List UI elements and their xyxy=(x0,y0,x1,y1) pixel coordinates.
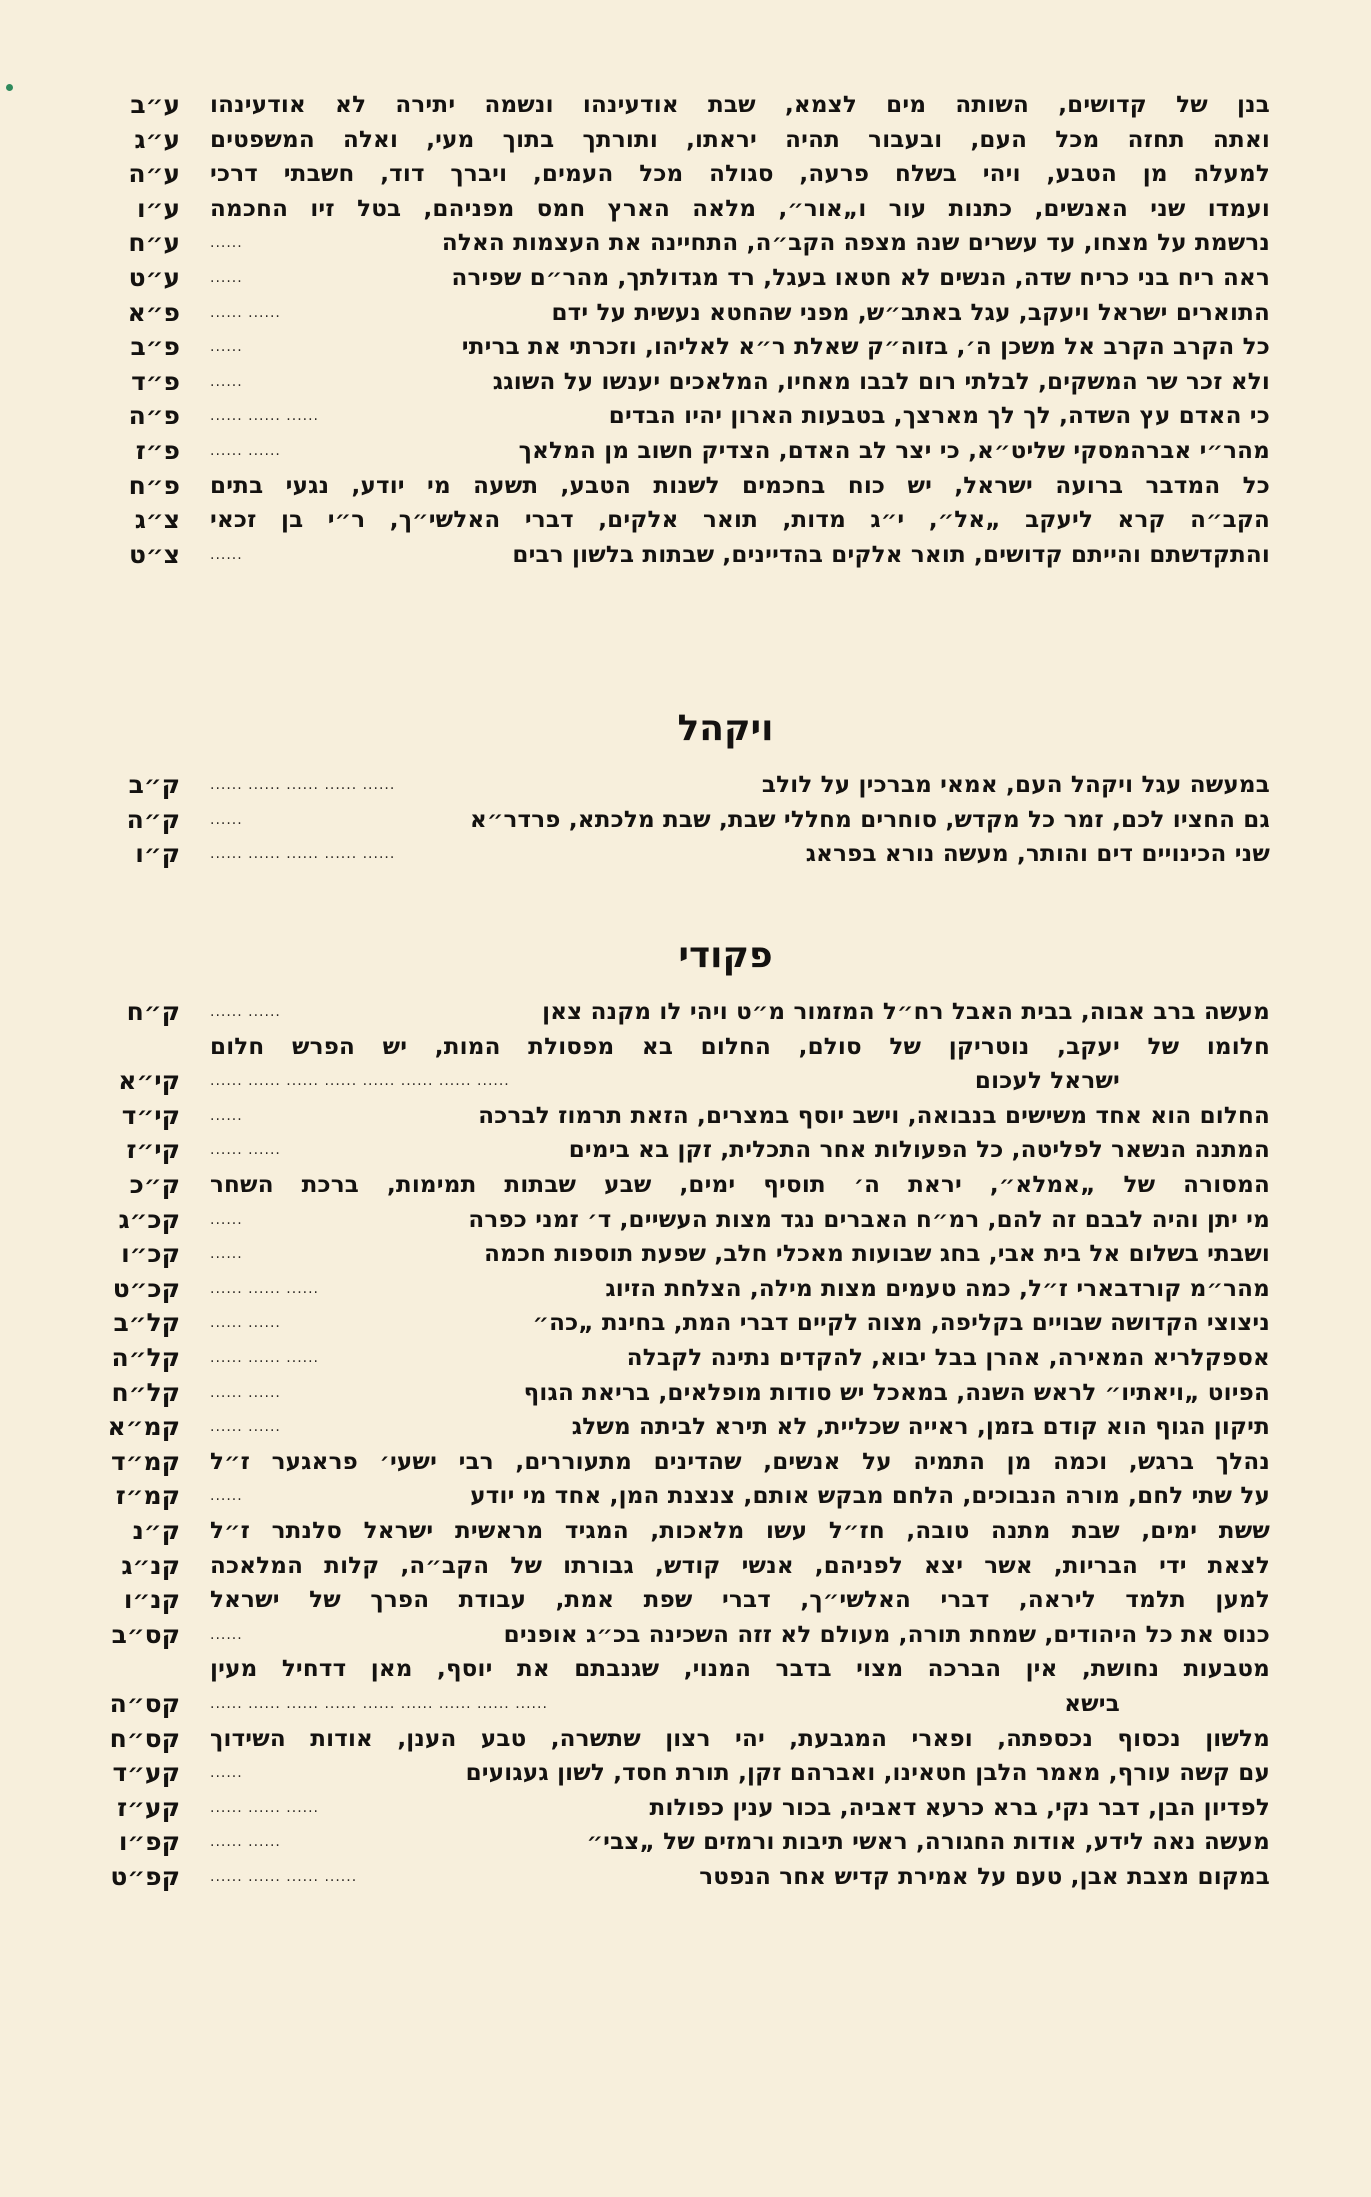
entry-text: התוארים ישראל ויעקב, עגל באתב״ש, מפני שהחטא נעשית על ידם xyxy=(551,299,1270,326)
entry-text: מעשה ברב אבוה, בבית האבל רח״ל המזמור מ״ט ויהי לו מקנה צאן xyxy=(542,999,1270,1025)
dot-leader: ...... ...... xyxy=(210,1834,281,1851)
entry-text: שני הכינויים דים והותר, מעשה נורא בפראג xyxy=(805,841,1270,868)
entry-text: והתקדשתם והייתם קדושים, תואר אלקים בהדיינים, שבתות בלשון רבים xyxy=(512,541,1270,568)
dot-leader: ...... xyxy=(210,1488,243,1505)
dot-leader: ...... ...... ...... ...... ...... ...... ...... ...... xyxy=(210,1073,510,1090)
dot-leader: ...... ...... ...... ...... ...... xyxy=(210,846,396,863)
page-number: ע״ב xyxy=(130,90,180,119)
entry-text: מלשון נכסוף נכספתה, ופארי המגבעת, יהי רצון שתשרה, טבע הענן, אודות השידוך xyxy=(210,1725,1270,1752)
toc-entry[interactable] xyxy=(70,226,1270,260)
toc-entry[interactable] xyxy=(70,1030,1270,1064)
toc-entry[interactable] xyxy=(70,1064,1270,1098)
toc-entry[interactable] xyxy=(70,1376,1270,1410)
page-number: קפ״ו xyxy=(118,1827,180,1857)
entry-text: לצאת ידי הבריות, אשר יצא לפניהם, אנשי קודש, גבורתו של הקב״ה, קלות המלאכה xyxy=(210,1552,1270,1579)
page-number: פ״ה xyxy=(128,401,180,431)
dot-leader: ...... xyxy=(210,373,243,390)
section-heading: פקודי xyxy=(678,935,773,976)
entry-text: ועמדו שני האנשים, כתנות עור ו„אור״, מלאה הארץ חמס מפניהם, בטל זיו החכמה xyxy=(210,195,1270,222)
entry-text: ששת ימים, שבת מתנה טובה, חז״ל עשו מלאכות, המגיד מראשית ישראל סלנתר ז״ל xyxy=(210,1518,1270,1544)
page-number: קכ״ג xyxy=(118,1204,180,1234)
toc-entry[interactable] xyxy=(70,365,1270,399)
entry-text: נרשמת על מצחו, עד עשרים שנה מצפה הקב״ה, התחיינה את העצמות האלה xyxy=(441,230,1270,257)
toc-entry[interactable] xyxy=(70,1860,1270,1894)
entry-text: ושבתי בשלום אל בית אבי, בחג שבועות מאכלי חלב, שפעת תוספות חכמה xyxy=(484,1241,1270,1268)
page-number: קל״ח xyxy=(111,1377,180,1407)
toc-entry[interactable] xyxy=(70,1203,1270,1237)
entry-text: למעלה מן הטבע, ויהי בשלח פרעה, סגולה מכל העמים, ויברך דוד, חשבתי דרכי xyxy=(210,161,1270,188)
dot-leader: ...... xyxy=(210,235,243,252)
entry-text: עם קשה עורף, מאמר הלבן חטאינו, ואברהם זקן, תורת חסד, לשון געגועים xyxy=(465,1760,1270,1787)
section-heading: ויקהל xyxy=(677,708,774,749)
dot-leader: ...... ...... xyxy=(210,443,281,459)
entry-text: מעשה נאה לידע, אודות החגורה, ראשי תיבות ורמזים של „צבי״ xyxy=(586,1829,1270,1856)
entry-text: גם החציו לכם, זמר כל מקדש, סוחרים מחללי שבת, שבת מלכתא, פרדר״א xyxy=(470,806,1270,833)
entry-text: כל המדבר ברועה ישראל, יש כוח בחכמים לשנות הטבע, תשעה מי יודע, נגעי בתים xyxy=(210,472,1270,499)
page-number: קנ״ג xyxy=(121,1550,180,1580)
toc-entry[interactable] xyxy=(70,192,1270,226)
page-number: קי״ז xyxy=(126,1135,180,1165)
dot-leader: ...... xyxy=(210,1765,243,1782)
toc-entry[interactable] xyxy=(70,1445,1270,1479)
entry-text: נהלך ברגש, וכמה מן התמיה על אנשים, שהדינים מתעוררים, רבי ישעי׳ פראגער ז״ל xyxy=(210,1448,1270,1475)
toc-entry[interactable] xyxy=(70,399,1270,433)
toc-entry[interactable] xyxy=(70,1168,1270,1202)
entry-text: מהר״מ קורדבארי ז״ל, כמה טעמים מצות מילה, הצלחת הזיוג xyxy=(605,1275,1270,1302)
dot-leader: ...... ...... ...... ...... xyxy=(210,1869,358,1885)
page-number: ק״ח xyxy=(126,997,180,1026)
entry-text: למען תלמד ליראה, דברי האלשי״ך, דברי שפת אמת, עבודת הפרך של ישראל xyxy=(210,1587,1270,1614)
page-number: קמ״א xyxy=(107,1412,180,1442)
page-number: ק״נ xyxy=(132,1516,180,1545)
page-number: קס״ב xyxy=(111,1619,180,1649)
entry-text: ראה ריח בני כריח שדה, הנשים לא חטאו בעגל, רד מגדולתך, מהר״ם שפירה xyxy=(451,265,1270,291)
page-number: פ״א xyxy=(127,297,180,327)
dot-leader: ...... ...... xyxy=(210,1004,281,1020)
toc-entry[interactable] xyxy=(70,1756,1270,1790)
entry-text: תיקון הגוף הוא קודם בזמן, ראייה שכליית, לא תירא לביתה משלג xyxy=(571,1414,1270,1441)
toc-entry[interactable] xyxy=(70,803,1270,837)
toc-entry[interactable] xyxy=(70,1479,1270,1513)
dot-leader: ...... ...... ...... ...... ...... ...... ...... ...... ...... xyxy=(210,1696,548,1712)
page-number: פ״ז xyxy=(135,436,180,465)
toc-entry[interactable] xyxy=(70,538,1270,572)
entry-text: ישראל לעכום xyxy=(974,1068,1120,1095)
toc-entry[interactable] xyxy=(70,434,1270,468)
toc-entry[interactable] xyxy=(70,1306,1270,1340)
toc-entry[interactable] xyxy=(70,1791,1270,1825)
toc-entry[interactable] xyxy=(70,1618,1270,1652)
entry-text: במקום מצבת אבן, טעם על אמירת קדיש אחר הנפטר xyxy=(699,1864,1270,1890)
entry-text: החלום הוא אחד משישים בנבואה, וישב יוסף במצרים, הזאת תרמוז לברכה xyxy=(478,1102,1270,1129)
dot-leader: ...... xyxy=(210,270,243,286)
dot-leader: ...... ...... ...... xyxy=(210,1799,320,1816)
entry-text: במעשה עגל ויקהל העם, אמאי מברכין על לולב xyxy=(761,772,1270,798)
page-number: פ״ד xyxy=(131,366,180,396)
entry-text: הפיוט „ויאתיו״ לראש השנה, במאכל יש סודות מופלאים, בריאת הגוף xyxy=(523,1379,1270,1406)
page-number: קע״ד xyxy=(112,1758,180,1788)
dot-leader: ...... xyxy=(210,811,243,828)
toc-entry[interactable] xyxy=(70,1687,1270,1721)
dot-leader: ...... ...... xyxy=(210,1315,281,1332)
entry-text: כל הקרב הקרב אל משכן ה׳, בזוה״ק שאלת ר״א לאליהו, וזכרתי את בריתי xyxy=(461,334,1270,361)
toc-entry[interactable] xyxy=(70,1341,1270,1375)
entry-text: המסורה של „אמלא״, יראת ה׳ תוסיף ימים, שבע שבתות תמימות, ברכת השחר xyxy=(210,1172,1270,1198)
entry-text: לפדיון הבן, דבר נקי, ברא כרעא דאביה, בכור ענין כפולות xyxy=(649,1794,1270,1821)
toc-entry[interactable] xyxy=(70,469,1270,503)
dot-leader: ...... ...... xyxy=(210,1142,281,1159)
toc-entry[interactable] xyxy=(70,1514,1270,1548)
toc-entry[interactable] xyxy=(70,1410,1270,1444)
toc-entry[interactable] xyxy=(70,1583,1270,1617)
toc-entry[interactable] xyxy=(70,157,1270,191)
page-number: קי״ד xyxy=(121,1100,180,1130)
toc-entry[interactable] xyxy=(70,1549,1270,1583)
entry-text: בנן של קדושים, השותה מים לצמא, שבת אודעינהו ונשמה יתירה לא אודעינהו xyxy=(210,92,1270,118)
dot-leader: ...... ...... xyxy=(210,1419,281,1436)
toc-entry[interactable] xyxy=(70,1133,1270,1167)
entry-text: חלומו של יעקב, נוטריקן של סולם, החלום בא מפסולת המות, יש הפרש חלום xyxy=(210,1033,1270,1060)
toc-entry[interactable] xyxy=(70,1237,1270,1271)
toc-entry[interactable] xyxy=(70,768,1270,802)
page-number: ק״ב xyxy=(128,770,180,799)
page-number: ע״ט xyxy=(128,263,180,292)
page-number: קל״ה xyxy=(111,1343,180,1372)
dot-leader: ...... xyxy=(210,1107,243,1124)
dot-leader: ...... ...... ...... xyxy=(210,1350,320,1366)
page-number: קי״א xyxy=(118,1066,180,1096)
page-number: ע״ו xyxy=(137,193,180,223)
page-number: קס״ח xyxy=(109,1723,180,1753)
toc-entry[interactable] xyxy=(70,837,1270,871)
page-number: קמ״ז xyxy=(115,1481,180,1511)
toc-entry[interactable] xyxy=(70,1652,1270,1686)
page-number: קל״ב xyxy=(113,1308,180,1338)
page-number: ע״ח xyxy=(128,228,180,258)
toc-entry[interactable] xyxy=(70,1825,1270,1859)
entry-text: ואתה תחזה מכל העם, ובעבור תהיה יראתו, ותורתך בתוך מעי, ואלה המשפטים xyxy=(210,126,1270,153)
page-number: ק״כ xyxy=(129,1170,180,1199)
page-number: ע״ה xyxy=(128,159,180,189)
page-number: צ״ט xyxy=(128,539,180,569)
toc-entry[interactable] xyxy=(70,503,1270,537)
dot-leader: ...... xyxy=(210,339,243,356)
dot-leader: ...... xyxy=(210,1211,243,1228)
entry-text: מי יתן והיה לבבם זה להם, רמ״ח האברים נגד מצות העשיים, ד׳ זמני כפרה xyxy=(468,1206,1270,1233)
entry-text: ולא זכר שר המשקים, לבלתי רום לבבו מאחיו, המלאכים יענשו על השוגג xyxy=(492,368,1270,395)
entry-text: ניצוצי הקדושה שבויים בקליפה, מצוה לקיים דברי המת, בחינת „כה״ xyxy=(532,1310,1270,1337)
entry-text: כי האדם עץ השדה, לך לך מארצך, בטבעות הארון יהיו הבדים xyxy=(608,403,1270,430)
page-number: קמ״ד xyxy=(111,1446,180,1476)
toc-entry[interactable] xyxy=(70,1272,1270,1306)
dot-leader: ...... ...... xyxy=(210,304,281,321)
dot-leader: ...... xyxy=(210,1246,243,1263)
entry-text: המתנה הנשאר לפליטה, כל הפעולות אחר התכלית, זקן בא בימים xyxy=(568,1137,1270,1164)
toc-entry[interactable] xyxy=(70,1722,1270,1756)
dot-leader: ...... ...... ...... xyxy=(210,408,320,425)
dot-leader: ...... ...... ...... ...... ...... xyxy=(210,777,396,793)
page-number: פ״ח xyxy=(128,470,180,500)
entry-text: כנוס את כל היהודים, שמחת תורה, מעולם לא זזה השכינה בכ״ג אופנים xyxy=(503,1621,1270,1648)
page-number: קס״ה xyxy=(109,1689,180,1718)
page-number: צ״ג xyxy=(134,505,180,535)
page-number: קע״ז xyxy=(117,1792,180,1822)
page-number: ק״ה xyxy=(126,804,180,834)
page-number: קפ״ט xyxy=(110,1862,180,1891)
page-number: קנ״ו xyxy=(123,1585,180,1615)
toc-entry[interactable] xyxy=(70,1099,1270,1133)
toc-entry[interactable] xyxy=(70,88,1270,122)
dot-leader: ...... ...... xyxy=(210,1384,281,1401)
page-number: ק״ו xyxy=(135,839,180,869)
entry-text: אספקלריא המאירה, אהרן בבל יבוא, להקדים נתינה לקבלה xyxy=(626,1345,1270,1371)
toc-entry[interactable] xyxy=(70,261,1270,295)
page-number: קכ״ט xyxy=(112,1273,180,1303)
entry-text: מטבעות נחושת, אין הברכה מצוי בדבר המנוי, שגנבתם את יוסף, מאן דדחיל מעין xyxy=(210,1656,1270,1683)
entry-text: בישא xyxy=(1064,1691,1120,1717)
page-number: קכ״ו xyxy=(121,1239,180,1269)
entry-text: הקב״ה קרא ליעקב „אל״, י״ג מדות, תואר אלקים, דברי האלשי״ך, ר״י בן זכאי xyxy=(210,507,1270,534)
page-number: פ״ב xyxy=(130,332,180,362)
dot-leader: ...... ...... ...... xyxy=(210,1280,320,1297)
entry-text: על שתי לחם, מורה הנבוכים, הלחם מבקש אותם, צנצנת המן, אחד מי יודע xyxy=(470,1483,1270,1510)
dot-leader: ...... xyxy=(210,1626,243,1643)
entry-text: מהר״י אברהמסקי שליט״א, כי יצר לב האדם, הצדיק חשוב מן המלאך xyxy=(518,438,1270,464)
dot-leader: ...... xyxy=(210,546,243,563)
toc-entry[interactable] xyxy=(70,123,1270,157)
page-number: ע״ג xyxy=(134,124,180,154)
toc-entry[interactable] xyxy=(70,995,1270,1029)
toc-entry[interactable] xyxy=(70,296,1270,330)
toc-entry[interactable] xyxy=(70,330,1270,364)
